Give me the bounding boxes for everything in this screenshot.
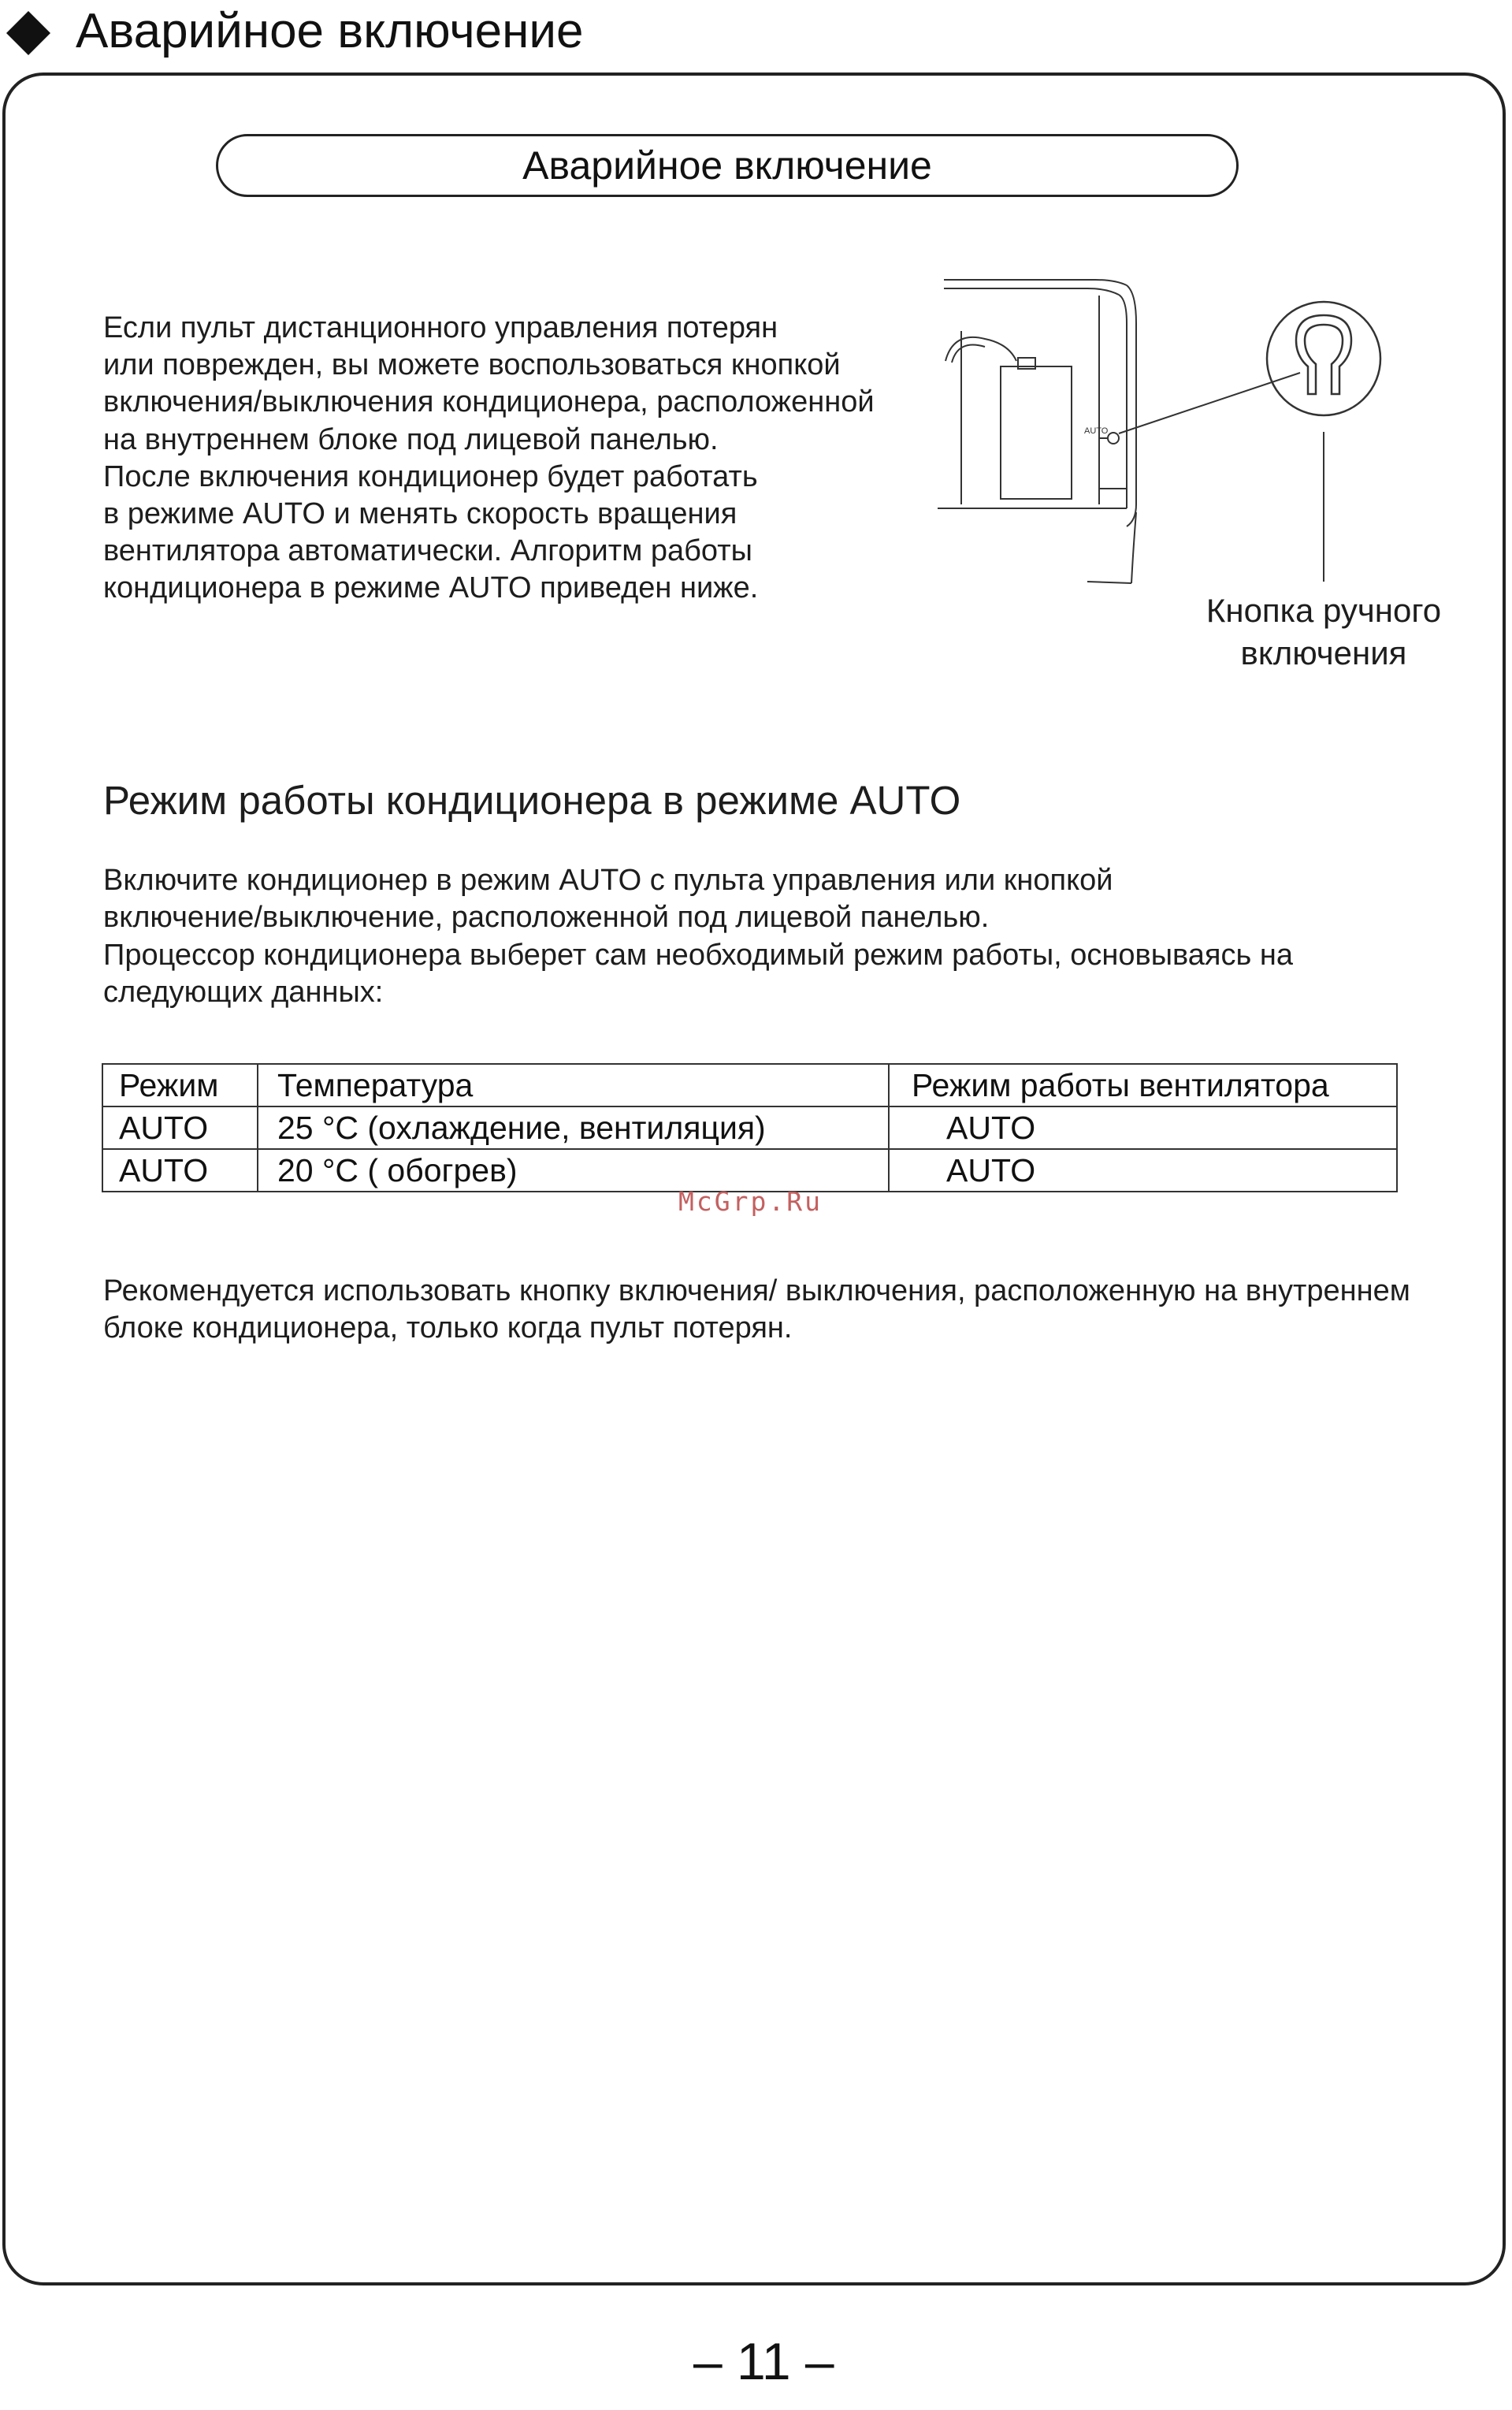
auto-mode-line: следующих данных: <box>103 975 384 1009</box>
table-cell: AUTO <box>889 1106 1397 1149</box>
intro-line: на внутреннем блоке под лицевой панелью. <box>103 422 719 456</box>
keyhole-icon <box>1296 315 1351 394</box>
indoor-unit-illustration <box>930 276 1395 591</box>
table-header-row <box>102 1064 1397 1106</box>
page-number: – 11 – <box>693 2332 834 2390</box>
control-wire-2 <box>952 345 985 363</box>
watermark: McGrp.Ru <box>678 1186 823 1217</box>
table-cell: 20 °C ( обогрев) <box>258 1149 889 1192</box>
auto-mode-table <box>102 1063 1398 1192</box>
page-title: Аварийное включение <box>76 4 584 58</box>
recommendation-line: блоке кондиционера, только когда пульт потерян. <box>103 1311 793 1345</box>
unit-front-panel-edge <box>1131 512 1136 583</box>
unit-housing-top-inner <box>944 288 1119 295</box>
table-cell: AUTO <box>102 1106 258 1149</box>
callout-line: Кнопка ручного <box>1206 592 1442 629</box>
intro-line: вентилятора автоматически. Алгоритм работы <box>103 534 752 568</box>
table-header-cell: Режим <box>102 1064 258 1106</box>
control-wire <box>945 337 1016 361</box>
table-row <box>102 1106 1397 1149</box>
intro-line: в режиме AUTO и менять скорость вращения <box>103 497 737 531</box>
recommendation-line: Рекомендуется использовать кнопку включения/ выключения, расположенную на внутреннем <box>103 1274 1410 1307</box>
auto-mode-line: Включите кондиционер в режим AUTO с пульта управления или кнопкой <box>103 864 1113 897</box>
unit-front-panel-bottom <box>1087 582 1131 583</box>
auto-unit-label: AUTO <box>1084 426 1109 436</box>
table-header-cell: Температура <box>258 1064 889 1106</box>
table-header-cell: Режим работы вентилятора <box>889 1064 1397 1106</box>
intro-line: или поврежден, вы можете воспользоваться кнопкой <box>103 348 841 382</box>
manual-button-small <box>1108 433 1119 444</box>
section-title-pill: Аварийное включение <box>216 134 1239 197</box>
auto-mode-line: Процессор кондиционера выберет сам необходимый режим работы, основываясь на <box>103 938 1293 972</box>
unit-housing-right <box>1127 285 1136 526</box>
page-header <box>0 0 1512 63</box>
manual-button-label <box>1135 589 1512 675</box>
recommendation-paragraph <box>103 1273 1474 1347</box>
table-cell: AUTO <box>889 1149 1397 1192</box>
table-cell: 25 °C (охлаждение, вентиляция) <box>258 1106 889 1149</box>
auto-mode-heading: Режим работы кондиционера в режиме AUTO <box>103 778 961 823</box>
intro-line: После включения кондиционер будет работать <box>103 459 758 493</box>
intro-line: кондиционера в режиме AUTO приведен ниже. <box>103 571 759 605</box>
auto-mode-line: включение/выключение, расположенной под лицевой панелью. <box>103 901 990 935</box>
control-box <box>1001 366 1072 499</box>
intro-paragraph <box>103 310 938 608</box>
intro-line: включения/выключения кондиционера, расположенной <box>103 385 875 419</box>
table-row <box>102 1149 1397 1192</box>
diamond-bullet-icon <box>5 9 52 57</box>
magnified-button-circle <box>1267 302 1380 415</box>
auto-mode-paragraph <box>103 862 1443 1011</box>
intro-line: Если пульт дистанционного управления потерян <box>103 311 778 344</box>
callout-line: включения <box>1240 634 1407 671</box>
unit-housing-top <box>944 280 1127 285</box>
unit-housing-right-inner <box>1119 295 1127 508</box>
table-cell: AUTO <box>102 1149 258 1192</box>
